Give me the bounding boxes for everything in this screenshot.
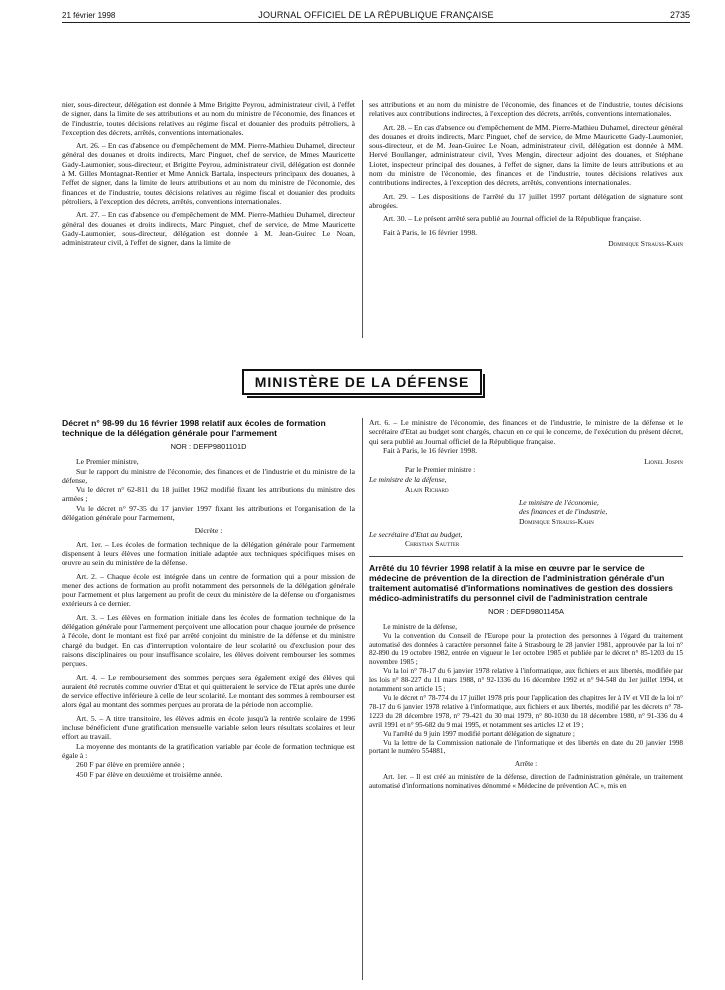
paragraph: Le ministre de la défense, (383, 622, 458, 631)
signature-label: Par le Premier ministre : (405, 466, 476, 475)
ministry-heading: MINISTÈRE DE LA DÉFENSE (242, 369, 482, 395)
article-4: Art. 4. – Le remboursement des sommes perçues sera également exigé des élèves qui auraient été recrutés comme ouvrier d'Etat et qui quitteraient le service de l'Etat après une durée de service effective inférieure à celle de leur scolarité. Le montant des sommes à rembourser est alors égal au montant des sommes perçues au prorata de la période non accomplie. (62, 672, 355, 710)
signature-title: Le ministre de l'économie, (519, 497, 599, 507)
header-page-number: 2735 (669, 10, 690, 20)
article-28: Art. 28. – En cas d'absence ou d'empêchement de MM. Pierre-Mathieu Duhamel, directeur général des douanes et droits indirects, Marc Pinguet, chef de service, de Mme Mauricette Gady-Laumonier, sous-directeur, et de M. Jean-Guirec Le Noan, administrateur civil, délégation est donnée à MM. Hervé Boullanger, administrateur civil, Yves Mengin, directeur adjoint des douanes, et Stéphane Liotet, inspecteur principal des douanes, à l'effet de signer, dans la limite de leurs attributions et au nom du ministre de l'économie, des finances et de l'industrie, toutes décisions relatives aux contributions indirectes, à l'exception des décrets, arrêtés, conventions internationales. (369, 122, 683, 188)
paragraph: nier, sous-directeur, délégation est donnée à Mme Brigitte Peyrou, administrateur civil, à l'effet de signer, dans la limite de ses attributions et au nom du ministre de l'économie, des finances et de l'industrie, toutes décisions relatives au régime fiscal et douanier des produits pétroliers, à l'exception des décrets, arrêtés, conventions internationales. (62, 100, 355, 137)
paragraph: Vu le décret n° 78-774 du 17 juillet 1978 pris pour l'application des chapitres Ier à IV et VII de la loi n° 78-17 du 6 janvier 1978 relative à l'informatique, aux fichiers et aux libertés, modifié par les décrets n° 78-1223 du 28 décembre 1978, n° 79-421 du 30 mai 1979, n° 80-1030 du 18 décembre 1980, n° 91-336 du 4 avril 1991 et n° 95-682 du 9 mai 1995, et notamment ses articles 12 et 19 ; (369, 694, 683, 729)
paragraph: La moyenne des montants de la gratification variable par école de formation technique est égale à : (62, 741, 355, 760)
decree-title: Décret n° 98-99 du 16 février 1998 relatif aux écoles de formation technique de la délégation générale pour l'armement (62, 418, 326, 438)
header-rule (62, 22, 690, 23)
article-29: Art. 29. – Les dispositions de l'arrêté du 17 juillet 1997 portant délégation de signature sont abrogées. (369, 191, 683, 210)
arrete-title: Arrêté du 10 février 1998 relatif à la mise en œuvre par le service de médecine de prévention de la direction de l'administration générale d'un traitement automatisé d'informations nominatives de gestion des dossiers médico-administratifs du personnel civil de l'administration centrale (369, 563, 673, 604)
paragraph: Vu la convention du Conseil de l'Europe pour la protection des personnes à l'égard du traitement automatisé des données à caractère personnel faite à Strasbourg le 28 janvier 1981, approuvée par la loi n° 82-890 du 19 octobre 1982, entrée en vigueur le 1er octobre 1985 et publiée par le décret n° 85-1203 du 15 novembre 1985 ; (369, 631, 683, 667)
article-5: Art. 5. – A titre transitoire, les élèves admis en école jusqu'à la rentrée scolaire de 1996 incluse bénéficient d'une gratification mensuelle variable selon leurs résultats scolaires et leur effort au travail. (62, 713, 355, 742)
arrete-formula: Arrête : (514, 760, 538, 769)
signature-prime-minister: Lionel Jospin (644, 457, 683, 467)
list-item: 260 F par élève en première année ; (76, 760, 185, 770)
paragraph: Vu la lettre de la Commission nationale de l'informatique et des libertés en date du 20 janvier 1998 portant le numéro 554881, (369, 738, 683, 756)
signing-place-date: Fait à Paris, le 16 février 1998. (383, 445, 478, 455)
article-1: Art. 1er. – Il est créé au ministère de la défense, direction de l'administration générale, un traitement automatisé d'informations nominatives dénommé « Médecine de prévention AC », mis en (369, 773, 683, 791)
signature-name: Dominique Strauss-Kahn (519, 516, 594, 526)
signature-block (369, 457, 683, 548)
paragraph: Vu le décret n° 62-811 du 18 juillet 1962 modifié fixant les attributions du ministre des armées ; (62, 485, 355, 504)
decree-left-column (62, 418, 355, 779)
article-2: Art. 2. – Chaque école est intégrée dans un centre de formation qui a pour mission de mener des actions de formation au profit notamment des personnels de la délégation générale pour l'armement et plus largement au profit de ceux du ministère de la défense ou d'organismes extérieurs à ce dernier. (62, 571, 355, 609)
signature-name: Alain Richard (405, 484, 449, 494)
header-journal-title: JOURNAL OFFICIEL DE LA RÉPUBLIQUE FRANÇAISE (258, 10, 494, 20)
article-6: Art. 6. – Le ministre de l'économie, des finances et de l'industrie, le ministre de la défense et le secrétaire d'Etat au budget sont chargés, chacun en ce qui le concerne, de l'exécution du présent décret, qui sera publié au Journal officiel de la République française. (369, 418, 683, 446)
article-1: Art. 1er. – Les écoles de formation technique de la délégation générale pour l'armement dispensent à leurs élèves une formation initiale adaptée aux techniques spécifiques mises en œuvre au sein du ministère de la défense. (62, 539, 355, 568)
section-divider (369, 556, 683, 557)
article-3: Art. 3. – Les élèves en formation initiale dans les écoles de formation technique de la délégation générale pour l'armement perçoivent une allocation pour chaque journée de présence à l'école, dont le montant est fixé par arrêté conjoint du ministre de la défense et du ministre chargé du budget. En cas d'interruption volontaire de leur scolarité ou d'exclusion pour des raisons disciplinaires ou pour insuffisance scolaire, les élèves doivent rembourser les sommes perçues. (62, 612, 355, 669)
article-30: Art. 30. – Le présent arrêté sera publié au Journal officiel de la République française. (383, 214, 642, 224)
signature-name: Dominique Strauss-Kahn (608, 238, 683, 248)
signature-title: des finances et de l'industrie, (519, 507, 608, 517)
decree-formula: Décrète : (194, 526, 223, 536)
signature-title: Le secrétaire d'Etat au budget, (369, 529, 463, 539)
paragraph: Vu la loi n° 78-17 du 6 janvier 1978 relative à l'informatique, aux fichiers et aux libertés, modifiée par les lois n° 88-227 du 11 mars 1988, n° 92-1336 du 16 décembre 1992 et n° 94-548 du 1er juillet 1994, et notamment son article 15 ; (369, 667, 683, 694)
signature-title: Le ministre de la défense, (369, 475, 447, 485)
list-item: 450 F par élève en deuxième et troisième année. (76, 769, 223, 779)
signature-name: Christian Sautter (405, 539, 460, 549)
column-divider (362, 418, 363, 980)
article-26: Art. 26. – En cas d'absence ou d'empêchement de MM. Pierre-Mathieu Duhamel, directeur général des douanes et droits indirects, Marc Pinguet, chef de service, de Mmes Mauricette Gady-Laumonier, sous-directeur, et Brigitte Peyrou, administrateur civil, délégation est donnée à M. Gilles Montagnat-Rentier et Mme Annick Bartala, inspecteurs principaux des douanes, à l'effet de signer, dans la limite de leurs attributions et au nom du ministre de l'économie, des finances et de l'industrie, toutes décisions relatives au régime fiscal et douanier des produits pétroliers, à l'exception des décrets, arrêtés, conventions internationales. (62, 141, 355, 206)
paragraph: Vu le décret n° 97-35 du 17 janvier 1997 fixant les attributions et l'organisation de la délégation générale pour l'armement, (62, 503, 355, 523)
paragraph: ses attributions et au nom du ministre de l'économie, des finances et de l'industrie, toutes décisions relatives aux contributions indirectes, à l'exception des décrets, arrêtés, conventions internationales. (369, 100, 683, 119)
top-right-column (369, 100, 683, 248)
decree-nor: NOR : DEFP9801101D (170, 442, 247, 451)
article-27: Art. 27. – En cas d'absence ou d'empêchement de MM. Pierre-Mathieu Duhamel, directeur général des douanes et droits indirects, Marc Pinguet, chef de service, de Mme Mauricette Gady-Laumonier, sous-directeur, délégation est donnée à M. Jean-Guirec Le Noan, administrateur civil, à l'effet de signer, dans la limite de (62, 210, 355, 248)
top-left-column (62, 100, 355, 247)
paragraph: Sur le rapport du ministre de l'économie, des finances et de l'industrie et du ministre de la défense, (62, 466, 355, 485)
paragraph: Vu l'arrêté du 9 juin 1997 modifié portant délégation de signature ; (383, 729, 575, 738)
arrete-nor: NOR : DEFD9801145A (488, 607, 564, 617)
paragraph: Le Premier ministre, (76, 457, 139, 467)
column-divider (362, 100, 363, 338)
signing-place-date: Fait à Paris, le 16 février 1998. (383, 227, 478, 237)
decree-right-column (369, 418, 683, 791)
header-date: 21 février 1998 (62, 11, 116, 20)
